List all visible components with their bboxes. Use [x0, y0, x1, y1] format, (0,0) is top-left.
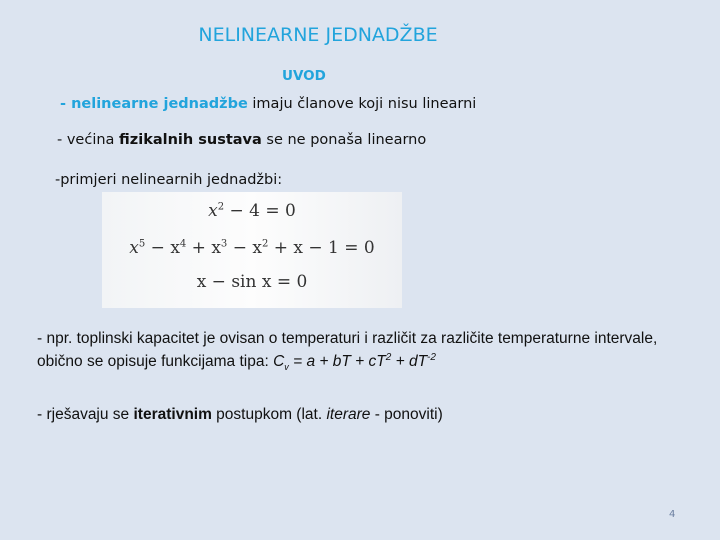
equation-1: $x^2 - 4 = 0$	[208, 201, 296, 221]
bullet-iterative: - rješavaju se iterativnim postupkom (lat. iterare - ponoviti)	[37, 406, 443, 423]
slide-title: NELINEARNE JEDNADŽBE	[198, 24, 438, 46]
bullet-examples: -primjeri nelinearnih jednadžbi:	[55, 172, 283, 188]
heat-capacity-formula: $C_v = a$ + bT + $cT^2 + dT^{-2}$	[273, 352, 436, 373]
bold-term: fizikalnih sustava	[119, 132, 262, 148]
bullet-nonlinear-definition	[60, 96, 476, 112]
bullet-physical-systems	[57, 132, 426, 148]
bullet-prefix: - većina	[57, 132, 120, 148]
bullet-heat-capacity-line1: - npr. toplinski kapacitet je ovisan o temperaturi i različit za različite temperaturne intervale,	[37, 330, 658, 347]
highlight-term: nelinearne jednadžbe	[71, 96, 248, 112]
bullet-text: imaju članove koji nisu linearni	[247, 96, 477, 112]
equations-image	[102, 192, 402, 308]
equation-3: x − sin x = 0	[196, 272, 308, 292]
bullet-heat-capacity-line2: obično se opisuje funkcijama tipa: $C_v = a$ + bT + $cT^2 + dT^{-2}$	[37, 352, 436, 373]
bullet-prefix: -	[60, 96, 72, 112]
bullet-text: se ne ponaša linearno	[261, 132, 427, 148]
slide-subtitle: UVOD	[282, 68, 326, 84]
equation-2: $x^5 - x^4 + x^3 - x^2 + x - 1 = 0$	[129, 238, 375, 258]
page-number: 4	[669, 509, 676, 520]
